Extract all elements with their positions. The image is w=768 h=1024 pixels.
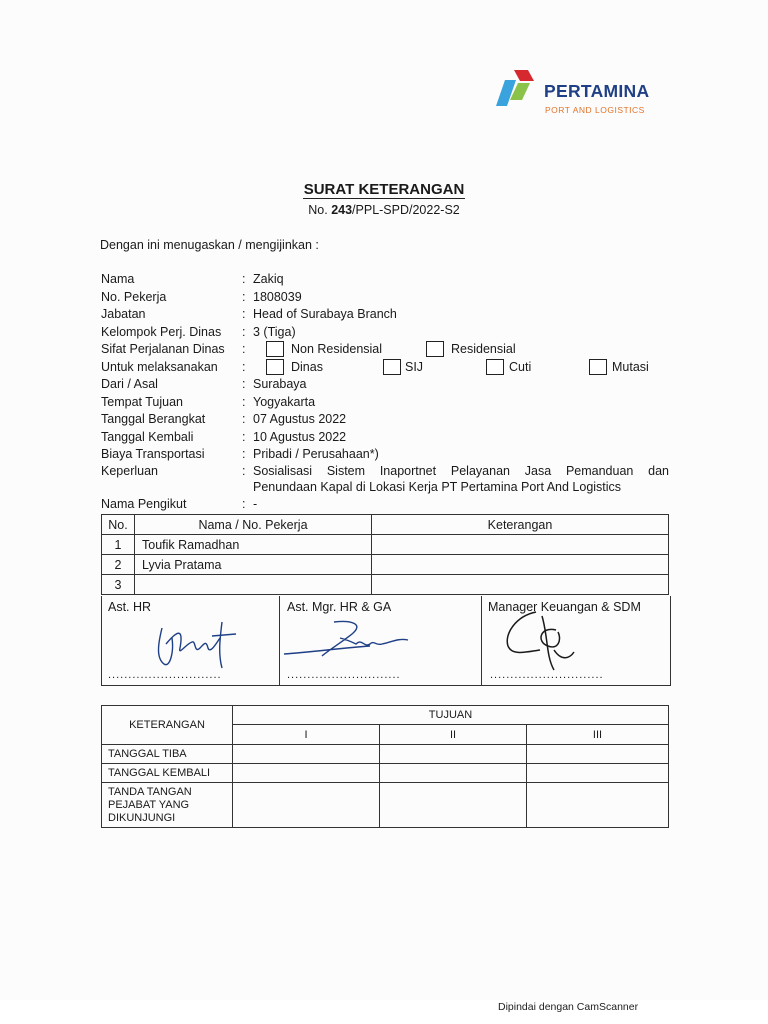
header-tujuan: TUJUAN — [233, 706, 669, 725]
label-biaya: Biaya Transportasi — [101, 447, 205, 461]
label-tujuan: Tempat Tujuan — [101, 395, 183, 409]
value-biaya: Pribadi / Perusahaan*) — [253, 447, 379, 461]
value-berangkat: 07 Agustus 2022 — [253, 412, 347, 426]
table-row — [102, 745, 669, 764]
checkbox-mutasi[interactable] — [589, 359, 607, 375]
option-non-residensial: Non Residensial — [291, 342, 383, 356]
option-dinas: Dinas — [291, 360, 323, 374]
document-number: No. 243/PPL-SPD/2022-S2 — [308, 203, 460, 217]
checkbox-cuti[interactable] — [486, 359, 504, 375]
scanner-watermark: Dipindai dengan CamScanner — [498, 1001, 639, 1013]
row-nama: Toufik Ramadhan — [135, 535, 372, 555]
colon: : — [242, 497, 246, 511]
table-row — [102, 575, 669, 595]
row-nama — [135, 575, 372, 595]
value-dari: Surabaya — [253, 377, 307, 391]
row-tanggal-kembali: TANGGAL KEMBALI — [102, 764, 233, 783]
option-residensial: Residensial — [451, 342, 516, 356]
signature-title-keuangan: Manager Keuangan & SDM — [488, 600, 641, 614]
colon: : — [242, 290, 246, 304]
logo-name: PERTAMINA — [544, 81, 650, 101]
cell-empty — [233, 783, 380, 828]
visit-table — [101, 705, 669, 828]
signature-keuangan — [482, 596, 670, 685]
checkbox-residensial[interactable] — [426, 341, 444, 357]
intro-text: Dengan ini menugaskan / mengijinkan : — [100, 238, 319, 252]
row-keterangan — [372, 555, 669, 575]
label-keperluan: Keperluan — [101, 464, 158, 478]
colon: : — [242, 272, 246, 286]
signature-hr — [102, 596, 280, 685]
label-kembali: Tanggal Kembali — [101, 430, 194, 444]
row-no: 2 — [102, 555, 135, 575]
document-title: SURAT KETERANGAN — [303, 181, 465, 198]
value-tujuan: Yogyakarta — [253, 395, 316, 409]
signature-mgr-hr — [280, 596, 482, 685]
colon: : — [242, 395, 246, 409]
header-no: No. — [102, 515, 135, 535]
row-no: 3 — [102, 575, 135, 595]
option-cuti: Cuti — [509, 360, 532, 374]
companions-table — [101, 514, 669, 595]
col-i: I — [233, 725, 380, 745]
label-kelompok: Kelompok Perj. Dinas — [101, 325, 222, 339]
handwritten-signature-mgr-hr — [282, 618, 432, 668]
label-dari: Dari / Asal — [101, 377, 158, 391]
visit-header-row — [102, 706, 669, 725]
colon: : — [242, 307, 246, 321]
row-no: 1 — [102, 535, 135, 555]
cell-empty — [527, 783, 669, 828]
colon: : — [242, 360, 246, 374]
label-jabatan: Jabatan — [101, 307, 146, 321]
colon: : — [242, 377, 246, 391]
logo-subtitle: PORT AND LOGISTICS — [545, 105, 645, 115]
table-row — [102, 783, 669, 828]
signature-line-hr: ............................ — [108, 669, 222, 681]
table-row — [102, 764, 669, 783]
value-pengikut: - — [253, 497, 258, 511]
col-ii: II — [380, 725, 527, 745]
header-nama: Nama / No. Pekerja — [135, 515, 372, 535]
cell-empty — [380, 783, 527, 828]
cell-empty — [380, 764, 527, 783]
option-mutasi: Mutasi — [612, 360, 649, 374]
value-keperluan: Sosialisasi Sistem Inaportnet Pelayanan Jasa Pemanduan dan Penundaan Kapal di Lokasi Kerja PT Pertamina Port And Logistics — [253, 464, 669, 494]
label-pengikut: Nama Pengikut — [101, 497, 187, 511]
label-berangkat: Tanggal Berangkat — [101, 412, 206, 426]
table-row — [102, 535, 669, 555]
colon: : — [242, 412, 246, 426]
colon: : — [242, 447, 246, 461]
table-header-row — [102, 515, 669, 535]
label-sifat: Sifat Perjalanan Dinas — [101, 342, 225, 356]
pertamina-logo — [485, 68, 670, 120]
checkbox-dinas[interactable] — [266, 359, 284, 375]
pertamina-emblem-icon — [485, 68, 545, 110]
header-keterangan: KETERANGAN — [102, 706, 233, 745]
colon: : — [242, 342, 246, 356]
cell-empty — [527, 745, 669, 764]
checkbox-sij[interactable] — [383, 359, 401, 375]
cell-empty — [233, 745, 380, 764]
signature-title-hr: Ast. HR — [108, 600, 152, 614]
col-iii: III — [527, 725, 669, 745]
checkbox-non-residensial[interactable] — [266, 341, 284, 357]
row-keterangan — [372, 575, 669, 595]
table-row — [102, 555, 669, 575]
signature-title-mgr-hr: Ast. Mgr. HR & GA — [287, 600, 392, 614]
row-tanggal-tiba: TANGGAL TIBA — [102, 745, 233, 764]
value-nama: Zakiq — [253, 272, 284, 286]
colon: : — [242, 430, 246, 444]
handwritten-signature-keuangan — [496, 606, 586, 676]
label-no-pekerja: No. Pekerja — [101, 290, 167, 304]
cell-empty — [380, 745, 527, 764]
header-keterangan: Keterangan — [372, 515, 669, 535]
row-keterangan — [372, 535, 669, 555]
option-sij: SIJ — [405, 360, 424, 374]
signature-line-mgr-hr: ............................ — [287, 669, 401, 681]
signature-block — [101, 596, 671, 686]
cell-empty — [527, 764, 669, 783]
colon: : — [242, 464, 246, 478]
value-jabatan: Head of Surabaya Branch — [253, 307, 397, 321]
label-untuk: Untuk melaksanakan — [101, 360, 218, 374]
colon: : — [242, 325, 246, 339]
cell-empty — [233, 764, 380, 783]
row-tanda-tangan: TANDA TANGAN PEJABAT YANG DIKUNJUNGI — [102, 783, 233, 828]
handwritten-signature-hr — [150, 614, 250, 674]
signature-line-keuangan: ............................ — [490, 669, 604, 681]
value-kelompok: 3 (Tiga) — [253, 325, 296, 339]
value-kembali: 10 Agustus 2022 — [253, 430, 347, 444]
value-no-pekerja: 1808039 — [253, 290, 302, 304]
row-nama: Lyvia Pratama — [135, 555, 372, 575]
label-nama: Nama — [101, 272, 135, 286]
